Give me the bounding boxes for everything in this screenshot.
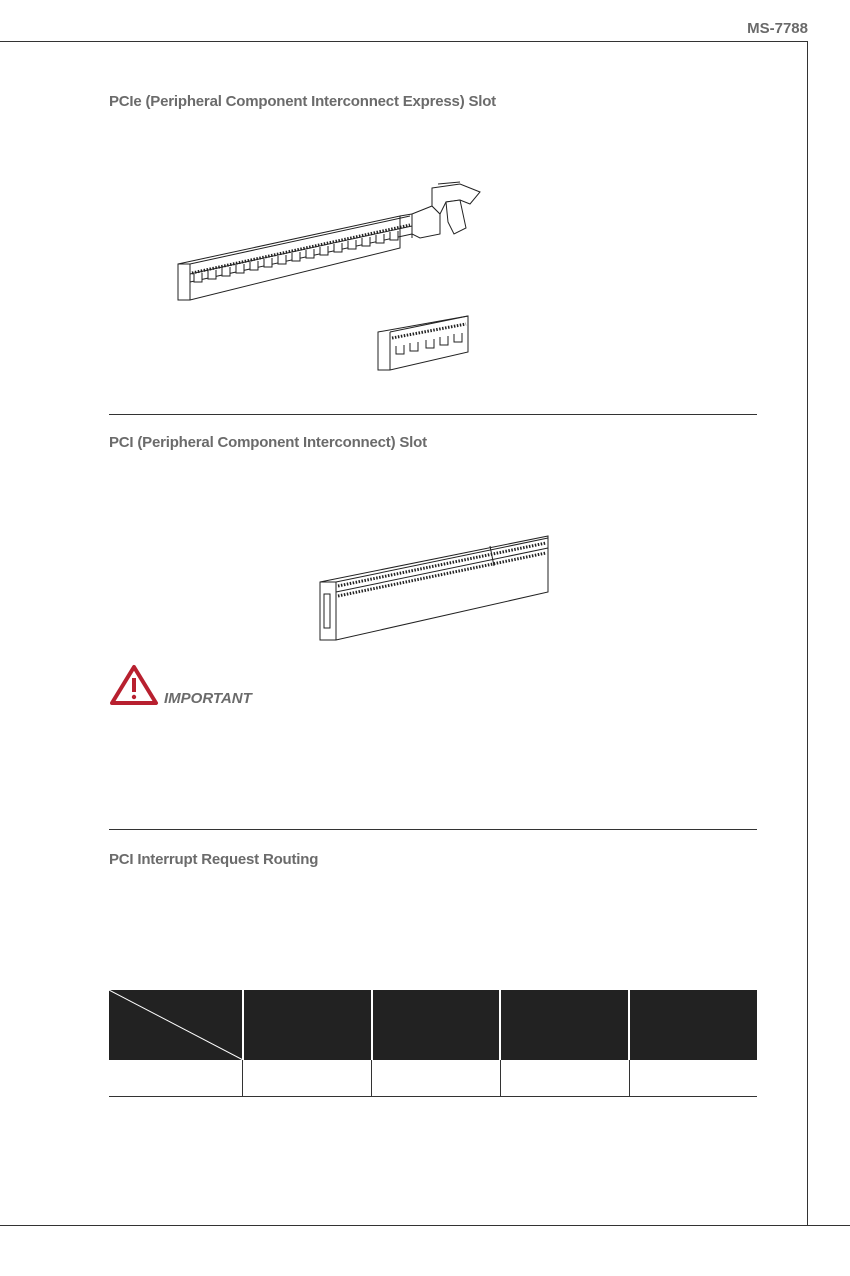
diagonal-divider bbox=[109, 990, 243, 1060]
warning-triangle-icon bbox=[109, 664, 159, 706]
table-row bbox=[109, 1060, 757, 1097]
table-cell bbox=[500, 1060, 629, 1097]
irq-routing-table bbox=[109, 990, 757, 1097]
pcie-section-title: PCIe (Peripheral Component Interconnect Express) Slot bbox=[109, 93, 496, 110]
section-divider bbox=[109, 414, 757, 415]
irq-routing-section-title: PCI Interrupt Request Routing bbox=[109, 851, 319, 868]
table-header-cell bbox=[243, 990, 372, 1060]
table-cell bbox=[629, 1060, 757, 1097]
pcie-slot-illustration bbox=[170, 178, 510, 378]
section-divider bbox=[109, 829, 757, 830]
page-frame-bottom bbox=[0, 1225, 850, 1226]
table-cell bbox=[109, 1060, 243, 1097]
table-cell bbox=[372, 1060, 501, 1097]
table-header-cell bbox=[500, 990, 629, 1060]
pci-section-title: PCI (Peripheral Component Interconnect) Slot bbox=[109, 434, 427, 451]
page-frame-right bbox=[807, 41, 808, 1225]
table-corner-cell bbox=[109, 990, 243, 1060]
table-header-row bbox=[109, 990, 757, 1060]
important-label: IMPORTANT bbox=[164, 690, 252, 707]
page-frame-top bbox=[0, 41, 808, 42]
table-cell bbox=[243, 1060, 372, 1097]
pci-slot-illustration bbox=[316, 526, 556, 646]
model-label: MS-7788 bbox=[747, 20, 808, 37]
table-header-cell bbox=[629, 990, 757, 1060]
table-header-cell bbox=[372, 990, 501, 1060]
